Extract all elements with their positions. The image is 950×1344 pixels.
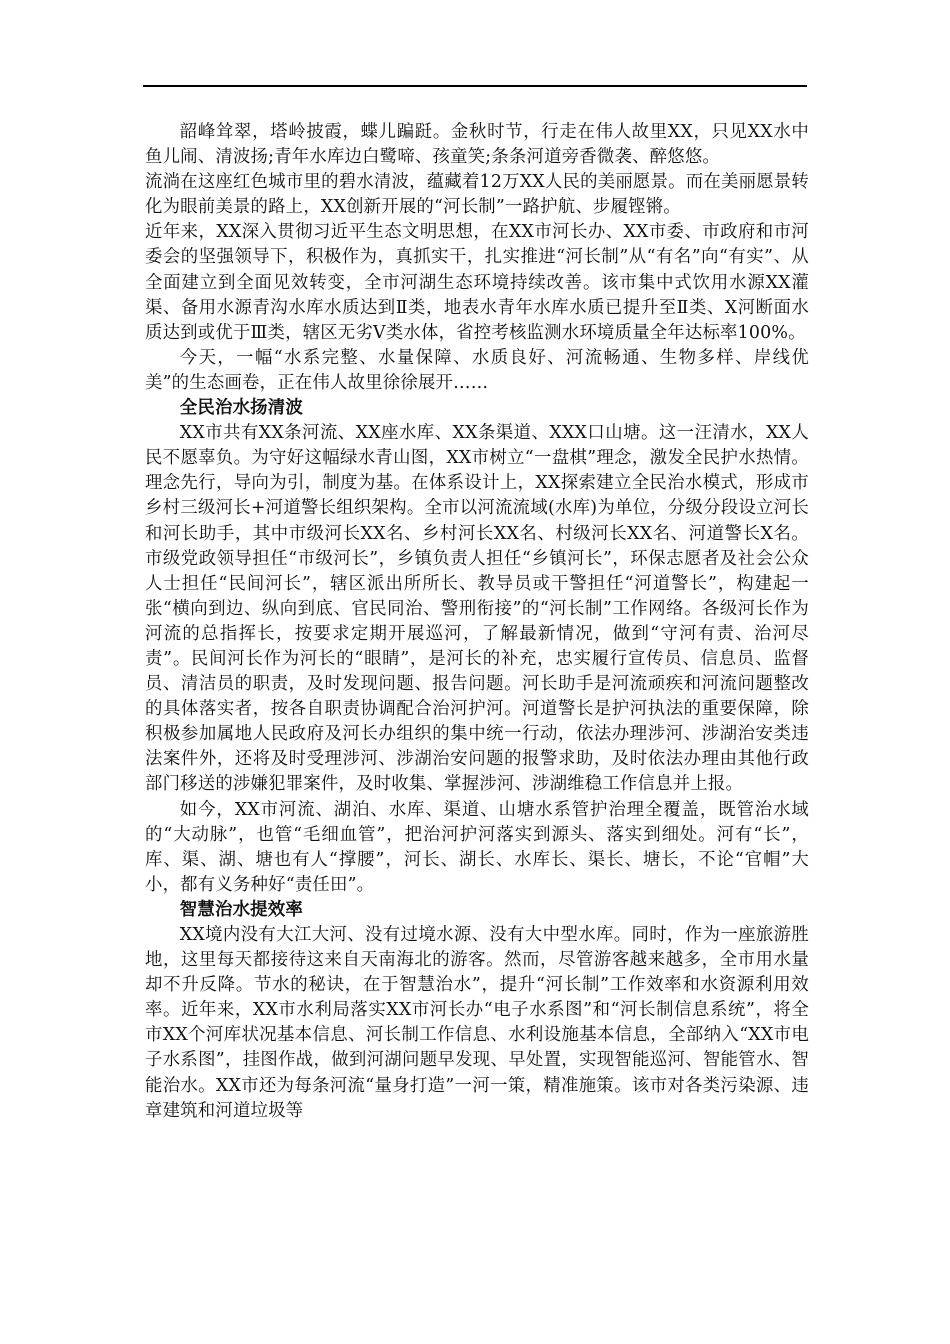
paragraph-intro-4: 今天，一幅“水系完整、水量保障、水质良好、河流畅通、生物多样、岸线优美”的生态画卷，正在伟人故里徐徐展开…… — [145, 347, 809, 393]
header-rule — [143, 85, 807, 87]
paragraph-intro-1: 韶峰耸翠，塔岭披霞，蝶儿蹁跹。金秋时节，行走在伟人故里XX，只见XX水中鱼儿闹、清波扬;青年水库边白鹭啼、孩童笑;条条河道旁香微袭、醉悠悠。 — [145, 122, 809, 168]
paragraph-intro-3: 近年来，XX深入贯彻习近平生态文明思想，在XX市河长办、XX市委、市政府和市河委会的坚强领导下，积极作为，真抓实干，扎实推进“河长制”从“有名”向“有实”、从全面建立到全面见效转变，全市河湖生态环境持续改善。该市集中式饮用水源XX灌渠、备用水源青沟水库水质达到Ⅱ类，地表水青年水库水质已提升至Ⅱ类、X河断面水质达到或优于Ⅲ类，辖区无劣Ⅴ类水体，省控考核监测水环境质量全年达标率100%。 — [145, 222, 809, 343]
section2-paragraph-1: XX境内没有大江大河、没有过境水源、没有大中型水库。同时，作为一座旅游胜地，这里每天都接待这来自天南海北的游客。然而，尽管游客越来越多，全市用水量却不升反降。节水的秘诀，在于智慧治水”，提升“河长制”工作效率和水资源利用效率。近年来，XX市水利局落实XX市河长办“电子水系图”和“河长制信息系统”，将全市XX个河库状况基本信息、河长制工作信息、水利设施基本信息，全部纳入“XX市电子水系图”，挂图作战，做到河湖问题早发现、早处置，实现智能巡河、智能管水、智能治水。XX市还为每条河流“量身打造”一河一策，精准施策。该市对各类污染源、违章建筑和河道垃圾等 — [145, 925, 809, 1121]
section-heading-2: 智慧治水提效率 — [179, 899, 303, 920]
document-body — [145, 120, 809, 1124]
section1-paragraph-2: 如今，XX市河流、湖泊、水库、渠道、山塘水系管护治理全覆盖，既管治水域的“大动脉”，也管“毛细血管”，把治河护河落实到源头、落实到细处。河有“长”，库、渠、湖、塘也有人“撑腰”，河长、湖长、水库长、渠长、塘长，不论“官帽”大小，都有义务种好“责任田”。 — [145, 799, 809, 895]
section1-paragraph-1: XX市共有XX条河流、XX座水库、XX条渠道、XXX口山塘。这一汪清水，XX人民不愿辜负。为守好这幅绿水青山图，XX市树立“一盘棋”理念，激发全民护水热情。理念先行，导向为引，制度为基。在体系设计上，XX探索建立全民治水模式，形成市乡村三级河长+河道警长组织架构。全市以河流流域(水库)为单位，分级分段设立河长和河长助手，其中市级河长XX名、乡村河长XX名、村级河长XX名、河道警长X名。市级党政领导担任“市级河长”，乡镇负责人担任“乡镇河长”，环保志愿者及社会公众人士担任“民间河长”，辖区派出所所长、教导员或干警担任“河道警长”，构建起一张“横向到边、纵向到底、官民同治、警刑衔接”的“河长制”工作网络。各级河长作为河流的总指挥长，按要求定期开展巡河，了解最新情况，做到“守河有责、治河尽责”。民间河长作为河长的“眼睛”，是河长的补充，忠实履行宣传员、信息员、监督员、清洁员的职责，及时发现问题、报告问题。河长助手是河流顽疾和河流问题整改的具体落实者，按各自职责协调配合治河护河。河道警长是护河执法的重要保障，除积极参加属地人民政府及河长办组织的集中统一行动，依法办理涉河、涉湖治安类违法案件外，还将及时受理涉河、涉湖治安问题的报警求助，及时依法办理由其他行政部门移送的涉嫌犯罪案件，及时收集、掌握涉河、涉湖维稳工作信息并上报。 — [145, 423, 809, 795]
section-heading-1: 全民治水扬清波 — [179, 398, 303, 419]
paragraph-intro-2: 流淌在这座红色城市里的碧水清波，蕴藏着12万XX人民的美丽愿景。而在美丽愿景转化为眼前美景的路上，XX创新开展的“河长制”一路护航、步履铿锵。 — [145, 172, 809, 218]
